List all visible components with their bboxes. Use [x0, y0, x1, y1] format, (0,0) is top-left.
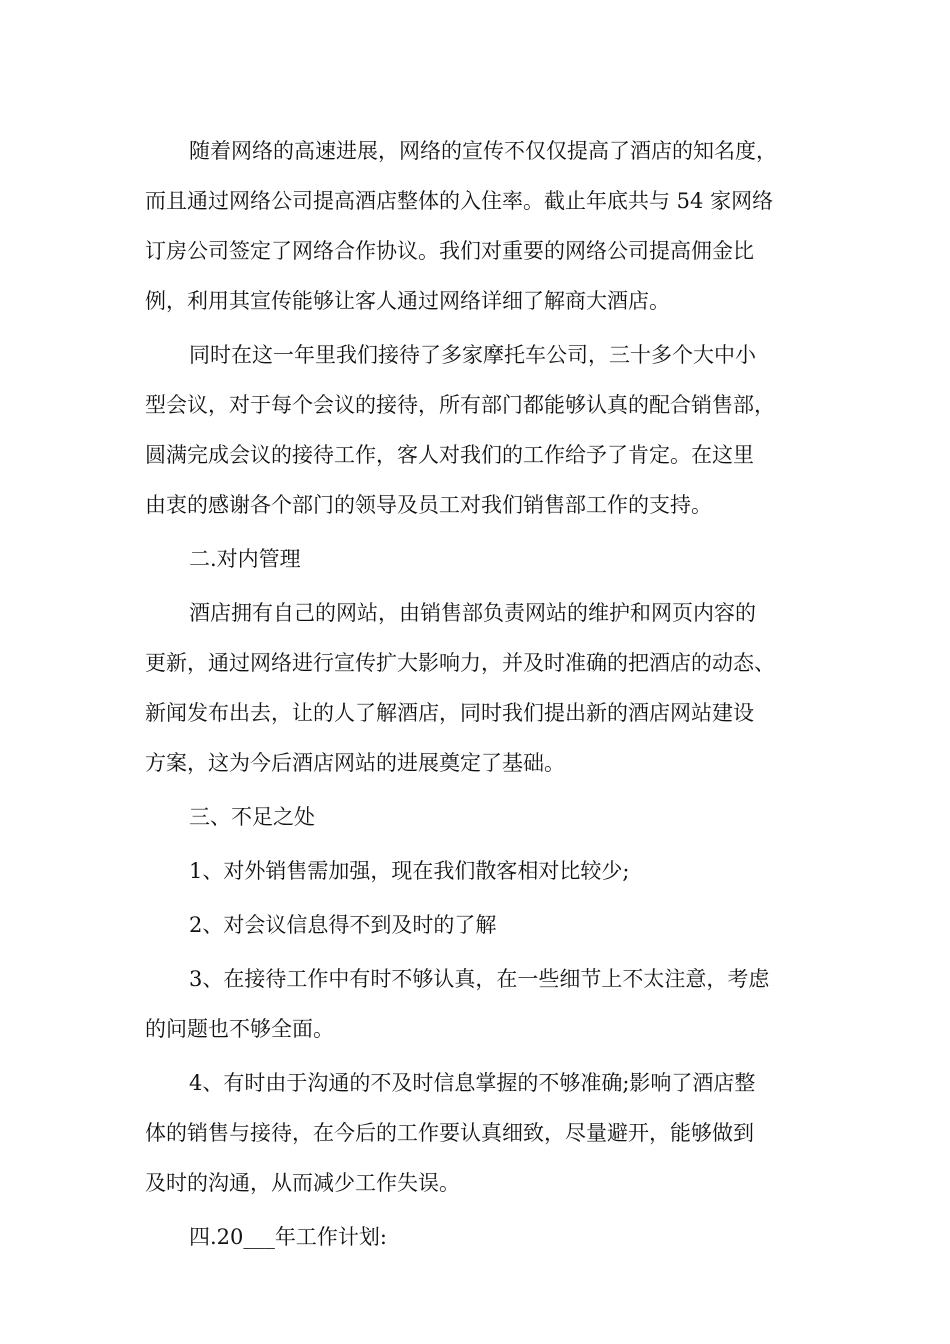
section-heading: 二.对内管理: [189, 547, 301, 571]
list-item-4: [145, 1058, 813, 1208]
text-line: 及时的沟通，从而减少工作失误。: [145, 1171, 460, 1195]
section-heading-internal-management: [145, 534, 813, 584]
text-line: 体的销售与接待，在今后的工作要认真细致，尽量避开，能够做到: [145, 1121, 754, 1145]
section-heading: 三、不足之处: [189, 805, 315, 829]
text-line: 1、对外销售需加强，现在我们散客相对比较少;: [189, 859, 630, 883]
text-line: 4、有时由于沟通的不及时信息掌握的不够准确;影响了酒店整: [189, 1071, 756, 1095]
text-line: 例，利用其宣传能够让客人通过网络详细了解商大酒店。: [145, 289, 670, 313]
text-line: 由衷的感谢各个部门的领导及员工对我们销售部工作的支持。: [145, 493, 712, 517]
text-line: 2、对会议信息得不到及时的了解: [189, 913, 497, 937]
paragraph-website: [145, 588, 813, 788]
list-item-3: [145, 954, 813, 1054]
text-line: 型会议，对于每个会议的接待，所有部门都能够认真的配合销售部，: [145, 393, 775, 417]
paragraph-online-promotion: [145, 126, 813, 326]
text-line: 订房公司签定了网络合作协议。我们对重要的网络公司提高佣金比: [145, 239, 754, 263]
section-heading: 四.20___年工作计划:: [189, 1225, 387, 1249]
section-heading-shortcomings: [145, 792, 813, 842]
text-line: 3、在接待工作中有时不够认真，在一些细节上不太注意，考虑: [189, 967, 770, 991]
text-line: 随着网络的高速进展，网络的宣传不仅仅提高了酒店的知名度，: [189, 139, 777, 163]
list-item-1: [145, 846, 813, 896]
text-line: 同时在这一年里我们接待了多家摩托车公司，三十多个大中小: [189, 343, 756, 367]
list-item-2: [145, 900, 813, 950]
text-line: 的问题也不够全面。: [145, 1017, 334, 1041]
text-line: 而且通过网络公司提高酒店整体的入住率。截止年底共与 54 家网络: [145, 189, 774, 213]
paragraph-conference-reception: [145, 330, 813, 530]
text-line: 新闻发布出去，让的人了解酒店，同时我们提出新的酒店网站建设: [145, 701, 754, 725]
text-line: 方案，这为今后酒店网站的进展奠定了基础。: [145, 751, 565, 775]
document-body: [145, 126, 813, 1262]
text-line: 酒店拥有自己的网站，由销售部负责网站的维护和网页内容的: [189, 601, 756, 625]
text-line: 更新，通过网络进行宣传扩大影响力，并及时准确的把酒店的动态、: [145, 651, 775, 675]
section-heading-work-plan: [145, 1212, 813, 1262]
text-line: 圆满完成会议的接待工作，客人对我们的工作给予了肯定。在这里: [145, 443, 754, 467]
